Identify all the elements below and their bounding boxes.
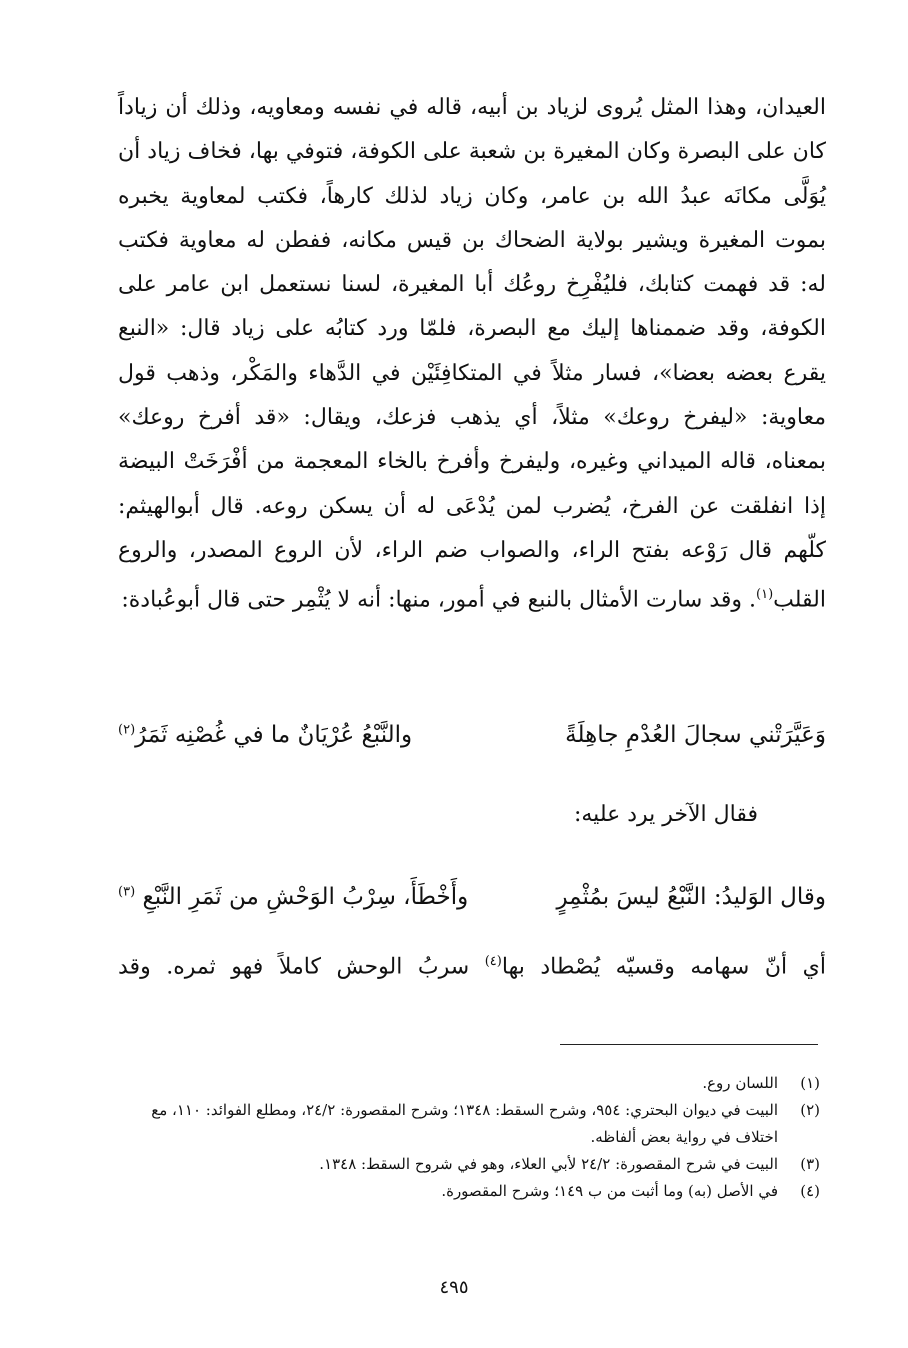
footnotes [110,1070,820,1205]
reply-intro: فقال الآخر يرد عليه: [573,802,758,827]
verse-2-second-hemistich [118,884,468,910]
verse-1-second-hemistich [118,722,412,748]
paragraph-tail: . وقد سارت الأمثال بالنبع في أمور، منها: أنه لا يُثْمِر حتى قال أبوعُبادة: [121,587,757,613]
explanation-head: أي أنّ سهامه وقسيّه يُصْطاد بها [501,954,826,980]
verse-2-first-hemistich: وقال الوَليدُ: النَّبْعُ ليسَ بمُثْمِرٍ [556,884,826,910]
main-paragraph [118,86,826,623]
footnote-number: (١) [800,1074,820,1092]
footnote-text: البيت في شرح المقصورة: ٢٤/٢ لأبي العلاء، وهو في شروح السقط: ١٣٤٨. [319,1155,778,1173]
footnote-1 [110,1070,820,1097]
explanation-tail: سربُ الوحش كاملاً فهو ثمره. وقد [118,954,485,980]
verse-1-first-hemistich: وَعَيَّرَتْني سجالَ العُدْمِ جاهِلَةً [565,722,826,748]
footnote-ref-1: (١) [756,587,774,603]
explanation-line [118,954,826,979]
page-number: ٤٩٥ [439,1277,469,1298]
footnote-text: في الأصل (به) وما أثبت من ب ١٤٩؛ وشرح المقصورة. [441,1182,778,1200]
footnote-2 [110,1097,820,1151]
footnote-ref-4: (٤) [484,954,502,969]
footnote-4 [110,1178,820,1205]
paragraph-text [118,86,826,623]
verse-1 [118,722,826,748]
footnote-ref-3: (٣) [118,884,136,900]
verse-1-second-text: والنَّبْعُ عُرْيَانٌ ما في غُصْنِه ثَمَرُ [135,722,413,748]
footnote-text: اللسان روع. [702,1074,778,1092]
footnote-number: (٣) [800,1155,820,1173]
footnote-divider [560,1044,818,1045]
paragraph-body: العيدان، وهذا المثل يُروى لزياد بن أبيه، قاله في نفسه ومعاويه، وذلك أن زياداً كان على البصرة وكان المغيرة بن شعبة على الكوفة، فتوفي بها، فخاف زياد أن يُوَلَّى مكانَه عبدُ الله بن عامر، وكان زياد لذلك كارهاً، فكتب لمعاوية يخبره بموت المغيرة ويشير بولاية الضحاك بن قيس مكانه، ففطن له معاوية فكتب له: قد فهمت كتابك، فليُفْرِخ روعُك أبا المغيرة، لسنا نستعمل ابن عامر على الكوفة، وقد ضممناها إليك مع البصرة، فلمّا ورد كتابُه على زياد قال: «النبع يقرع بعضه بعضا»، فسار مثلاً في المتكافِئَيْن في الدَّهاء والمَكْر، وذهب قول معاوية: «ليفرخ روعك» مثلاً، أي يذهب فزعك، ويقال: «قد أفرخ روعك» بمعناه، قاله الميداني وغيره، وليفرخ وأفرخ بالخاء المعجمة من أفْرَخَتْ البيضة إذا انفلقت عن الفرخ، يُضرب لمن يُدْعَى له أن يسكن روعه. قال أبوالهيثم: كلّهم قال رَوْعه بفتح الراء، والصواب ضم الراء، لأن الروع المصدر، والروع القلب [118,95,826,613]
footnote-number: (٢) [800,1101,820,1119]
footnote-text: البيت في ديوان البحتري: ٩٥٤، وشرح السقط: ١٣٤٨؛ وشرح المقصورة: ٢٤/٢، ومطلع الفوائد: ١١٠، مع اختلاف في رواية بعض ألفاظه. [151,1101,778,1146]
verse-2-second-text: وأَخْطَأَ، سِرْبُ الوَحْشِ من ثَمَرِ النَّبْعِ [142,884,469,910]
verse-2 [118,884,826,910]
footnote-3 [110,1151,820,1178]
footnote-number: (٤) [800,1182,820,1200]
footnote-ref-2: (٢) [118,722,136,738]
